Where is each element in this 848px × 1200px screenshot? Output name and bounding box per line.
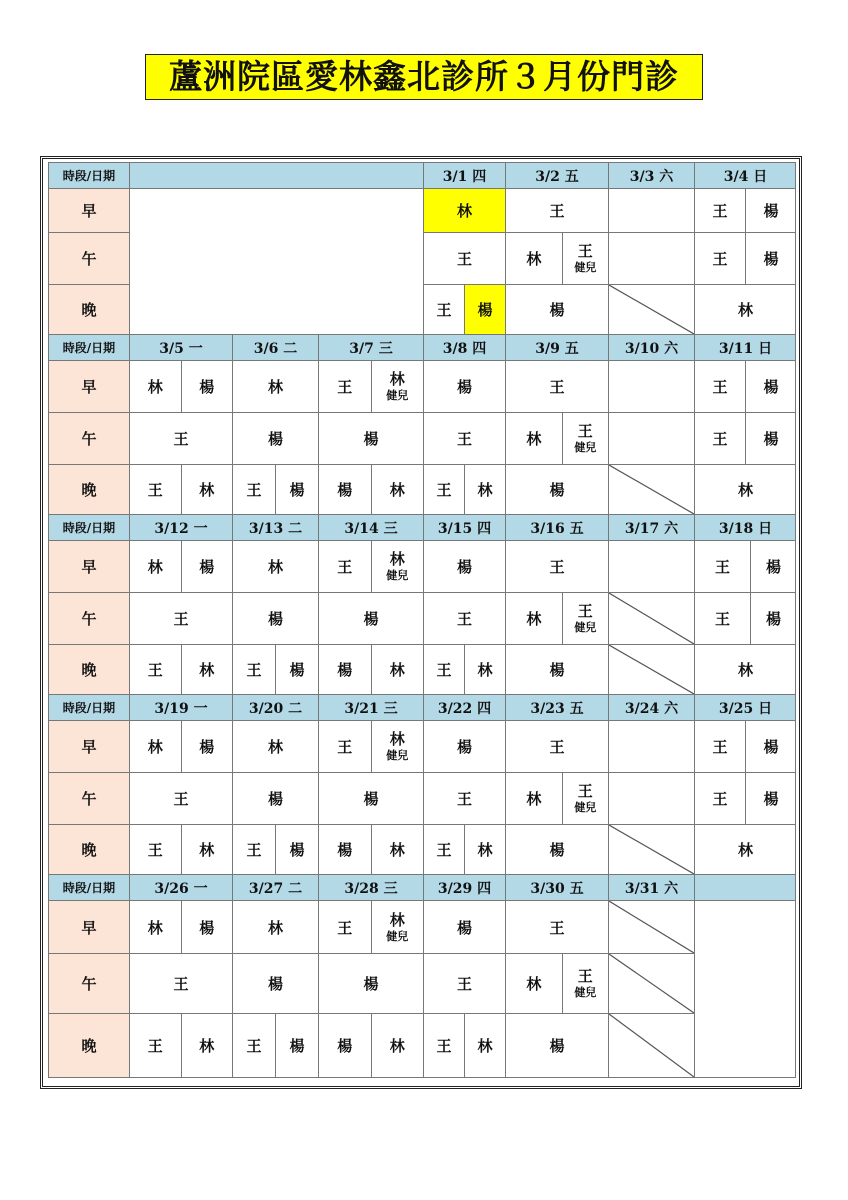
date-header: 3/15 四 xyxy=(423,514,505,540)
header-empty xyxy=(129,162,423,188)
doctor-cell xyxy=(608,772,694,824)
doctor-cell: 林 xyxy=(129,360,181,412)
date-header: 3/8 四 xyxy=(423,334,505,360)
doctor-cell: 王 xyxy=(318,360,371,412)
doctor-cell: 林 xyxy=(181,824,233,874)
doctor-cell: 楊 xyxy=(318,824,371,874)
doctor-cell: 楊 xyxy=(745,412,796,464)
doctor-cell: 楊 xyxy=(181,720,233,772)
doctor-cell xyxy=(608,540,694,592)
doctor-cell: 林 xyxy=(371,1013,424,1077)
doctor-cell: 王 xyxy=(505,900,608,953)
doctor-cell: 王 xyxy=(694,592,750,644)
doctor-cell: 楊 xyxy=(232,592,318,644)
doctor-cell: 林 xyxy=(371,464,424,514)
doctor-name: 林 xyxy=(389,910,405,929)
doctor-cell: 楊 xyxy=(464,284,505,334)
pediatric-note: 健兒 xyxy=(386,569,409,582)
doctor-cell: 王 xyxy=(423,953,505,1013)
doctor-cell: 林 xyxy=(505,412,562,464)
doctor-cell: 王 xyxy=(423,824,464,874)
doctor-cell: 王 xyxy=(423,772,505,824)
doctor-cell: 林 xyxy=(181,464,233,514)
slot-label: 早 xyxy=(48,188,129,232)
doctor-cell: 林 xyxy=(505,772,562,824)
date-header: 3/4 日 xyxy=(694,162,796,188)
date-header: 3/14 三 xyxy=(318,514,423,540)
doctor-cell: 林 xyxy=(371,824,424,874)
doctor-cell: 楊 xyxy=(232,953,318,1013)
doctor-cell: 林 xyxy=(129,720,181,772)
slot-label: 午 xyxy=(48,772,129,824)
doctor-cell xyxy=(371,540,424,592)
closed-cell xyxy=(608,284,694,334)
empty-cell xyxy=(129,232,423,284)
header-label: 時段/日期 xyxy=(48,162,129,188)
date-header: 3/7 三 xyxy=(318,334,423,360)
doctor-cell: 王 xyxy=(318,720,371,772)
doctor-cell: 王 xyxy=(694,540,750,592)
doctor-cell: 林 xyxy=(129,540,181,592)
doctor-name: 王 xyxy=(577,967,593,986)
doctor-cell: 王 xyxy=(129,644,181,694)
doctor-cell: 王 xyxy=(423,644,464,694)
doctor-cell: 楊 xyxy=(423,360,505,412)
closed-cell xyxy=(608,953,694,1013)
page-title: 蘆洲院區愛林鑫北診所３月份門診 xyxy=(145,54,703,100)
doctor-cell: 林 xyxy=(464,644,505,694)
doctor-name: 王 xyxy=(577,782,593,801)
slot-label: 早 xyxy=(48,360,129,412)
doctor-cell: 王 xyxy=(423,464,464,514)
doctor-cell: 楊 xyxy=(745,720,796,772)
doctor-cell: 王 xyxy=(129,772,232,824)
date-header: 3/6 二 xyxy=(232,334,318,360)
date-header: 3/19 一 xyxy=(129,694,232,720)
date-header: 3/12 一 xyxy=(129,514,232,540)
empty-cell xyxy=(694,900,796,953)
doctor-cell: 王 xyxy=(505,720,608,772)
doctor-cell: 楊 xyxy=(505,284,608,334)
schedule-table xyxy=(48,162,796,1084)
doctor-cell: 楊 xyxy=(318,592,423,644)
doctor-cell: 楊 xyxy=(232,772,318,824)
doctor-cell: 王 xyxy=(232,824,275,874)
doctor-cell: 王 xyxy=(232,644,275,694)
header-label: 時段/日期 xyxy=(48,874,129,900)
doctor-cell: 王 xyxy=(129,592,232,644)
pediatric-note: 健兒 xyxy=(574,621,597,634)
doctor-cell: 楊 xyxy=(318,1013,371,1077)
doctor-cell: 林 xyxy=(505,953,562,1013)
date-header xyxy=(694,874,796,900)
empty-cell xyxy=(694,1013,796,1077)
doctor-cell: 林 xyxy=(694,284,796,334)
doctor-cell xyxy=(562,953,608,1013)
doctor-cell: 楊 xyxy=(275,1013,318,1077)
slot-label: 午 xyxy=(48,412,129,464)
date-header: 3/28 三 xyxy=(318,874,423,900)
doctor-cell: 王 xyxy=(129,464,181,514)
doctor-cell: 王 xyxy=(129,953,232,1013)
doctor-cell: 王 xyxy=(129,824,181,874)
doctor-cell: 林 xyxy=(464,1013,505,1077)
date-header: 3/21 三 xyxy=(318,694,423,720)
table-edge xyxy=(795,162,796,1077)
doctor-cell: 林 xyxy=(694,464,796,514)
date-header: 3/29 四 xyxy=(423,874,505,900)
slot-label: 晚 xyxy=(48,824,129,874)
doctor-cell: 王 xyxy=(423,284,464,334)
date-header: 3/25 日 xyxy=(694,694,796,720)
doctor-cell: 林 xyxy=(505,232,562,284)
doctor-cell: 王 xyxy=(505,540,608,592)
doctor-cell: 楊 xyxy=(750,540,796,592)
doctor-cell: 楊 xyxy=(318,644,371,694)
doctor-cell: 王 xyxy=(129,412,232,464)
doctor-cell: 楊 xyxy=(505,464,608,514)
date-header: 3/10 六 xyxy=(608,334,694,360)
closed-cell xyxy=(608,824,694,874)
pediatric-note: 健兒 xyxy=(574,801,597,814)
closed-cell xyxy=(608,900,694,953)
doctor-cell: 王 xyxy=(423,232,505,284)
doctor-cell: 王 xyxy=(694,188,745,232)
doctor-cell: 王 xyxy=(129,1013,181,1077)
date-header: 3/30 五 xyxy=(505,874,608,900)
doctor-cell xyxy=(562,412,608,464)
pediatric-note: 健兒 xyxy=(386,929,409,943)
doctor-cell: 楊 xyxy=(318,412,423,464)
doctor-cell: 王 xyxy=(318,900,371,953)
doctor-cell: 林 xyxy=(464,824,505,874)
date-header: 3/31 六 xyxy=(608,874,694,900)
doctor-cell: 楊 xyxy=(318,953,423,1013)
doctor-cell: 王 xyxy=(694,360,745,412)
doctor-name: 林 xyxy=(389,730,405,749)
doctor-cell xyxy=(608,232,694,284)
doctor-cell: 楊 xyxy=(745,772,796,824)
doctor-cell: 林 xyxy=(129,900,181,953)
doctor-cell xyxy=(371,360,424,412)
date-header: 3/3 六 xyxy=(608,162,694,188)
header-label: 時段/日期 xyxy=(48,334,129,360)
pediatric-note: 健兒 xyxy=(574,441,597,454)
doctor-cell: 林 xyxy=(423,188,505,232)
doctor-cell xyxy=(562,232,608,284)
slot-label: 早 xyxy=(48,900,129,953)
doctor-cell: 楊 xyxy=(423,540,505,592)
slot-label: 晚 xyxy=(48,1013,129,1077)
slot-label: 晚 xyxy=(48,284,129,334)
slot-label: 午 xyxy=(48,592,129,644)
doctor-cell: 王 xyxy=(423,412,505,464)
doctor-cell xyxy=(562,772,608,824)
doctor-cell: 林 xyxy=(181,644,233,694)
doctor-cell: 王 xyxy=(694,772,745,824)
header-label: 時段/日期 xyxy=(48,694,129,720)
date-header: 3/20 二 xyxy=(232,694,318,720)
empty-cell xyxy=(129,284,423,334)
empty-cell xyxy=(129,188,423,232)
doctor-cell: 楊 xyxy=(745,360,796,412)
doctor-cell: 楊 xyxy=(423,900,505,953)
doctor-cell xyxy=(371,720,424,772)
doctor-cell: 王 xyxy=(505,360,608,412)
doctor-cell: 楊 xyxy=(505,644,608,694)
doctor-name: 林 xyxy=(389,370,405,389)
doctor-cell: 王 xyxy=(694,412,745,464)
header-label: 時段/日期 xyxy=(48,514,129,540)
doctor-cell: 楊 xyxy=(505,824,608,874)
table-edge xyxy=(48,1077,796,1078)
closed-cell xyxy=(608,592,694,644)
date-header: 3/24 六 xyxy=(608,694,694,720)
doctor-cell: 林 xyxy=(181,1013,233,1077)
pediatric-note: 健兒 xyxy=(386,389,409,402)
doctor-cell: 林 xyxy=(694,824,796,874)
doctor-cell: 楊 xyxy=(745,188,796,232)
date-header: 3/18 日 xyxy=(694,514,796,540)
date-header: 3/1 四 xyxy=(423,162,505,188)
doctor-name: 林 xyxy=(389,550,405,569)
doctor-cell: 楊 xyxy=(275,644,318,694)
date-header: 3/17 六 xyxy=(608,514,694,540)
doctor-cell: 楊 xyxy=(275,824,318,874)
doctor-cell: 王 xyxy=(232,464,275,514)
closed-cell xyxy=(608,1013,694,1077)
doctor-cell: 楊 xyxy=(275,464,318,514)
doctor-cell: 楊 xyxy=(181,900,233,953)
doctor-cell: 楊 xyxy=(318,772,423,824)
doctor-cell: 林 xyxy=(694,644,796,694)
doctor-cell: 王 xyxy=(694,720,745,772)
doctor-cell: 王 xyxy=(423,592,505,644)
doctor-cell xyxy=(608,360,694,412)
doctor-name: 王 xyxy=(577,242,593,261)
date-header: 3/13 二 xyxy=(232,514,318,540)
doctor-cell: 林 xyxy=(464,464,505,514)
slot-label: 晚 xyxy=(48,464,129,514)
doctor-cell: 楊 xyxy=(181,360,233,412)
doctor-name: 王 xyxy=(577,422,593,441)
doctor-cell xyxy=(371,900,424,953)
date-header: 3/22 四 xyxy=(423,694,505,720)
date-header: 3/16 五 xyxy=(505,514,608,540)
doctor-cell: 王 xyxy=(423,1013,464,1077)
doctor-cell: 林 xyxy=(371,644,424,694)
date-header: 3/11 日 xyxy=(694,334,796,360)
slot-label: 午 xyxy=(48,953,129,1013)
slot-label: 早 xyxy=(48,720,129,772)
doctor-cell: 楊 xyxy=(750,592,796,644)
date-header: 3/2 五 xyxy=(505,162,608,188)
closed-cell xyxy=(608,464,694,514)
doctor-cell: 楊 xyxy=(745,232,796,284)
slot-label: 早 xyxy=(48,540,129,592)
doctor-cell xyxy=(608,720,694,772)
doctor-cell: 王 xyxy=(505,188,608,232)
doctor-cell: 林 xyxy=(232,900,318,953)
doctor-cell: 王 xyxy=(232,1013,275,1077)
doctor-cell: 林 xyxy=(232,720,318,772)
doctor-cell: 楊 xyxy=(423,720,505,772)
closed-cell xyxy=(608,644,694,694)
doctor-cell: 楊 xyxy=(318,464,371,514)
doctor-cell: 王 xyxy=(694,232,745,284)
doctor-cell: 楊 xyxy=(232,412,318,464)
pediatric-note: 健兒 xyxy=(386,749,409,762)
date-header: 3/23 五 xyxy=(505,694,608,720)
doctor-cell: 楊 xyxy=(505,1013,608,1077)
date-header: 3/26 一 xyxy=(129,874,232,900)
doctor-cell: 林 xyxy=(232,360,318,412)
doctor-cell xyxy=(562,592,608,644)
date-header: 3/5 一 xyxy=(129,334,232,360)
slot-label: 晚 xyxy=(48,644,129,694)
slot-label: 午 xyxy=(48,232,129,284)
doctor-cell: 王 xyxy=(318,540,371,592)
date-header: 3/9 五 xyxy=(505,334,608,360)
pediatric-note: 健兒 xyxy=(574,261,597,274)
doctor-cell: 林 xyxy=(232,540,318,592)
doctor-cell: 楊 xyxy=(181,540,233,592)
doctor-cell xyxy=(608,412,694,464)
doctor-name: 王 xyxy=(577,602,593,621)
pediatric-note: 健兒 xyxy=(574,986,597,999)
doctor-cell: 林 xyxy=(505,592,562,644)
empty-cell xyxy=(694,953,796,1013)
date-header: 3/27 二 xyxy=(232,874,318,900)
doctor-cell xyxy=(608,188,694,232)
